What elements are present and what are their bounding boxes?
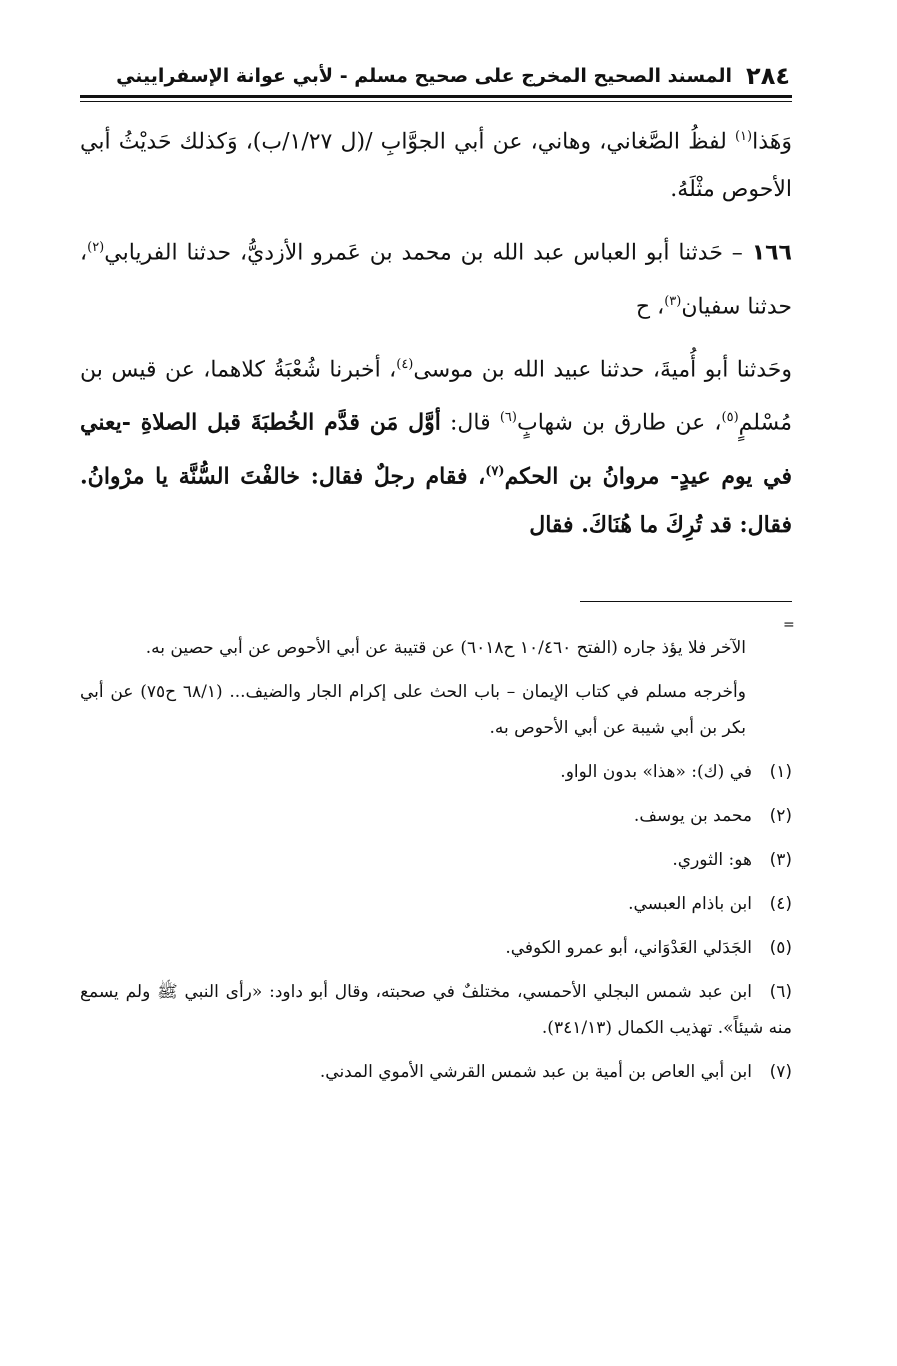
text-run: وحَدثنا أبو أُميةَ، حدثنا عبيد الله بن موسى (413, 357, 792, 383)
running-title: المسند الصحيح المخرج على صحيح مسلم - لأبي عوانة الإسفراييني (116, 65, 733, 87)
footnote-text: في (ك): «هذا» بدون الواو. (560, 762, 752, 782)
footnote-ref-6: (٦) (499, 410, 517, 426)
footnote-number: (١) (769, 762, 792, 782)
footnotes (80, 630, 792, 1098)
paragraph-3 (80, 341, 792, 550)
text-run: ، أخبرنا شُعْبَةُ كلاهما، عن قيس بن مُسْلمٍ (80, 357, 792, 436)
footnote-text: ابن باذام العبسي. (628, 894, 752, 914)
footnote-ref-3: (٣) (664, 293, 682, 309)
footnote-ref-5: (٥) (721, 410, 739, 426)
hadith-number: ١٦٦ (751, 240, 792, 266)
footnote-text: الجَدَلي العَدْوَاني، أبو عمرو الكوفي. (505, 938, 752, 958)
footnote-6 (80, 974, 792, 1046)
footnote-continuation-mark: = (783, 617, 795, 633)
footnote-ref-1: (١) (734, 129, 753, 144)
footnote-text: ابن عبد شمس البجلي الأحمسي، مختلفٌ في صحبته، وقال أبو داود: «رأى النبي ﷺ ولم يسمع منه شيئاً». تهذيب الكمال (٣٤١/١٣). (80, 982, 792, 1038)
footnote-5 (80, 930, 792, 966)
footnote-text: هو: الثوري. (672, 850, 752, 870)
hadith-matn: ، فقام رجلٌ فقال: خالفْتَ السُّنَّة يا مرْوانُ. فقال: قد تُرِكَ ما هُنَاكَ. فقال (80, 462, 792, 538)
hadith-matn: أوَّل مَن قدَّم الخُطبَةَ قبل الصلاةِ -يعني في يوم عيدٍ- مروانُ بن الحكم (80, 409, 792, 489)
footnote-2 (80, 798, 792, 834)
footnote-number: (٥) (769, 938, 792, 958)
footnote-4 (80, 886, 792, 922)
footnote-1 (80, 754, 792, 790)
text-run: – حَدثنا أبو العباس عبد الله بن محمد بن عَمرو الأزديُّ، حدثنا الفريابي (104, 240, 752, 266)
footnote-number: (٦) (769, 982, 792, 1002)
main-text (80, 113, 792, 560)
header-rule-thin (80, 101, 792, 102)
footnote-continuation: الآخر فلا يؤذ جاره (الفتح ١٠/٤٦٠ ح٦٠١٨) عن قتيبة عن أبي الأحوص عن أبي حصين به. (145, 638, 746, 658)
footnote-separator (580, 601, 792, 602)
footnote-ref-7: (٧) (485, 463, 505, 479)
footnote-number: (٤) (769, 894, 792, 914)
footnote-continuation: وأخرجه مسلم في كتاب الإيمان – باب الحث على إكرام الجار والضيف... (٦٨/١ ح٧٥) عن أبي بكر بن أبي شيبة عن أبي الأحوص به. (80, 682, 746, 738)
footnote-3 (80, 842, 792, 878)
footnote-ref-4: (٤) (396, 356, 414, 372)
footnote-ref-2: (٢) (87, 240, 105, 256)
paragraph-1 (80, 113, 792, 214)
text-run: ، ح (635, 293, 665, 319)
footnote-text: محمد بن يوسف. (633, 806, 752, 826)
footnote-7 (80, 1054, 792, 1090)
text-run: ، عن طارق بن شهابٍ (516, 410, 722, 436)
page-header (116, 58, 790, 94)
text-run: وَهَذا (752, 129, 792, 155)
text-run: قال: (440, 410, 500, 436)
text-run: لفظُ الصَّغاني، وهاني، عن أبي الجوَّابِ /(ل ١/٢٧/ب)، وَكذلك حَديْثُ أبي الأحوص مثْلَهُ. (80, 129, 792, 203)
footnote-number: (٢) (769, 806, 792, 826)
footnote-number: (٣) (769, 850, 792, 870)
footnote-number: (٧) (769, 1062, 792, 1082)
hadith-166 (80, 224, 792, 331)
footnote-text: ابن أبي العاص بن أمية بن عبد شمس القرشي الأموي المدني. (319, 1062, 752, 1082)
page-number: ٢٨٤ (746, 62, 790, 90)
text-run: ، حدثنا سفيان (80, 240, 792, 319)
header-rule-thick (80, 95, 792, 98)
